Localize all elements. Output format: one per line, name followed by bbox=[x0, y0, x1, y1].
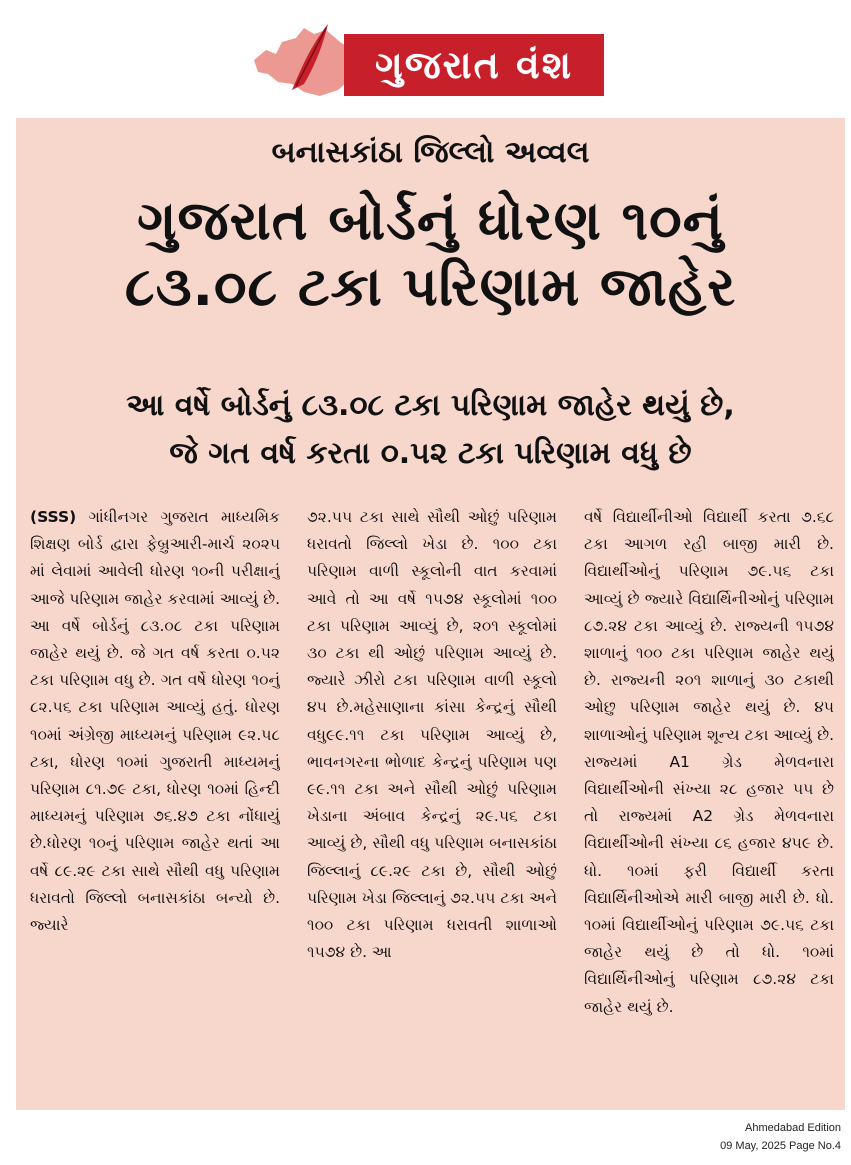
article-column-3: વર્ષે વિદ્યાર્થીનીઓ વિદ્યાર્થી કરતા ૭.૬૮ ટકા આગળ રહી બાજી મારી છે. વિદ્યાર્થીઓનું પરિણામ ૭૯.૫૬ ટકા આવ્યું છે જ્યારે વિદ્યાર્થિનીઓનું પરિણામ ૮૭.૨૪ ટકા આવ્યું છે. રાજ્યની ૧૫૭૪ શાળાનું ૧૦૦ ટકા પરિણામ જાહેર થયું છે. રાજ્યની ૨૦૧ શાળાનું ૩૦ ટકાથી ઓછુ પરિણામ જાહેર થયું છે. ૪૫ શાળાઓનું પરિણામ શૂન્ય ટકા આવ્યું છે. રાજ્યમાં A1 ગ્રેડ મેળવનારા વિદ્યાર્થીઓની સંખ્યા ૨૮ હજાર ૫૫ છે તો રાજ્યમાં A2 ગ્રેડ મેળવનારા વિદ્યાર્થીઓની સંખ્યા ૮૬ હજાર ૪૫૯ છે. ધો. ૧૦માં ફરી વિદ્યાર્થી કરતા વિદ્યાર્થિનીઓએ મારી બાજી મારી છે. ધો. ૧૦માં વિદ્યાર્થીઓનું પરિણામ ૭૯.૫૬ ટકા જાહેર થયું છે તો ધો. ૧૦માં વિદ્યાર્થિનીઓનું પરિણામ ૮૭.૨૪ ટકા જાહેર થયું છે. bbox=[584, 508, 834, 1016]
article-column-2: ૭૨.૫૫ ટકા સાથે સૌથી ઓછું પરિણામ ધરાવતો જિલ્લો ખેડા છે. ૧૦૦ ટકા પરિણામ વાળી સ્કૂલોની વાત કરવામાં આવે તો આ વર્ષે ૧૫૭૪ સ્કૂલોમાં ૧૦૦ ટકા પરિણામ આવ્યું છે, ૨૦૧ સ્કૂલોમાં ૩૦ ટકા થી ઓછું પરિણામ આવ્યું છે. જ્યારે ઝીરો ટકા પરિણામ વાળી સ્કૂલો ૪૫ છે.મહેસાણાના કાંસા કેન્દ્રનું સૌથી વધુ૯૯.૧૧ ટકા પરિણામ આવ્યું છે, ભાવનગરના ભોળાદ કેન્દ્રનું પરિણામ પણ ૯૯.૧૧ ટકા અને સૌથી ઓછું પરિણામ ખેડાના અંબાવ કેન્દ્રનું ૨૯.૫૬ ટકા આવ્યું છે, સૌથી વધુ પરિણામ બનાસકાંઠા જિલ્લાનું ૮૯.૨૯ ટકા છે, સૌથી ઓછું પરિણામ ખેડા જિલ્લાનું ૭૨.૫૫ ટકા અને ૧૦૦ ટકા પરિણામ ધરાવતી શાળાઓ ૧૫૭૪ છે. આ bbox=[307, 508, 557, 962]
masthead-title: ગુજરાત વંશ bbox=[344, 34, 604, 96]
headline-line-1: ગુજરાત બોર્ડનું ધોરણ ૧૦નું bbox=[137, 189, 724, 252]
subhead-line-1: આ વર્ષે બોર્ડનું ૮૩.૦૮ ટકા પરિણામ જાહેર થયું છે, bbox=[126, 388, 735, 423]
article-column-1 bbox=[30, 504, 280, 1104]
masthead-logo bbox=[248, 8, 604, 100]
article-subhead bbox=[26, 382, 835, 478]
article-body bbox=[30, 504, 833, 1104]
edition-info bbox=[720, 1119, 841, 1155]
article-kicker: બનાસકાંઠા જિલ્લો અવ્વલ bbox=[271, 135, 590, 170]
news-article bbox=[16, 118, 845, 1110]
column-1-text: ગાંધીનગર ગુજરાત માધ્યમિક શિક્ષણ બોર્ડ દ્વારા ફેબ્રુઆરી-માર્ચ ૨૦૨૫ માં લેવામાં આવેલી ધોરણ ૧૦ની પરીક્ષાનું આજે પરિણામ જાહેર કરવામાં આવ્યું છે. આ વર્ષે બોર્ડનું ૮૩.૦૮ ટકા પરિણામ જાહેર થયું છે. જે ગત વર્ષ કરતા ૦.૫૨ ટકા પરિણામ વધુ છે. ગત વર્ષે ધોરણ ૧૦નું ૮૨.૫૬ ટકા પરિણામ આવ્યું હતું. ધોરણ ૧૦માં અંગ્રેજી માધ્યમનું પરિણામ ૯૨.૫૮ ટકા, ધોરણ ૧૦માં ગુજરાતી માધ્યમનું પરિણામ ૮૧.૭૯ ટકા, ધોરણ ૧૦માં હિન્દી માધ્યમનું પરિણામ ૭૬.૪૭ ટકા નોંધાયું છે.ધોરણ ૧૦નું પરિણામ જાહેર થતાં આ વર્ષે ૮૯.૨૯ ટકા સાથે સૌથી વધુ પરિણામ ધરાવતો જિલ્લો બનાસકાંઠા બન્યો છે. જ્યારે bbox=[30, 508, 280, 935]
article-source: (SSS) bbox=[30, 508, 77, 526]
subhead-line-2: જે ગત વર્ષ કરતા ૦.૫૨ ટકા પરિણામ વધુ છે bbox=[169, 436, 692, 471]
headline-line-2: ૮૩.૦૮ ટકા પરિણામ જાહેર bbox=[124, 255, 737, 318]
edition-name: Ahmedabad Edition bbox=[744, 1122, 841, 1134]
edition-date-page: 09 May, 2025 Page No.4 bbox=[720, 1140, 841, 1152]
article-headline bbox=[26, 188, 835, 320]
